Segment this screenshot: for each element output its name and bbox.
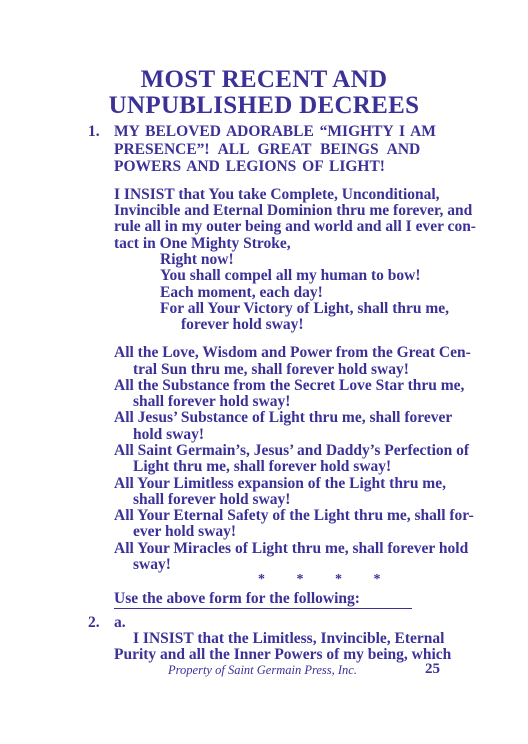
list-line: tral Sun thru me, shall forever hold sway! — [133, 360, 409, 378]
verse-line: forever hold sway! — [181, 316, 304, 334]
list-line: All Jesus’ Substance of Light thru me, shall forever — [114, 409, 453, 427]
decree-2-subitem: a. — [114, 613, 126, 631]
decree-2-line: I INSIST that the Limitless, Invincible, Eternal — [133, 630, 445, 648]
body-line: tact in One Mighty Stroke, — [114, 234, 291, 252]
page-title-line-2: UNPUBLISHED DECREES — [108, 92, 420, 119]
list-line: sway! — [133, 555, 171, 573]
heading-line: MY BELOVED ADORABLE “MIGHTY I AM — [114, 123, 436, 141]
instruction-underline — [114, 608, 412, 609]
list-line: All the Substance from the Secret Love Star thru me, — [114, 376, 465, 394]
body-line: I INSIST that You take Complete, Unconditional, — [114, 185, 440, 203]
section-separator: * * * * — [258, 572, 395, 588]
publisher-credit: Property of Saint Germain Press, Inc. — [168, 662, 357, 677]
list-line: All Saint Germain’s, Jesus’ and Daddy’s Perfection of — [114, 441, 470, 459]
list-line: shall forever hold sway! — [133, 490, 291, 508]
decree-number-2: 2. — [88, 613, 100, 631]
verse-line: You shall compel all my human to bow! — [160, 267, 421, 285]
list-line: ever hold sway! — [133, 523, 237, 541]
list-line: All the Love, Wisdom and Power from the Great Cen- — [114, 344, 471, 362]
verse-line: Right now! — [160, 251, 234, 268]
list-line: shall forever hold sway! — [133, 393, 291, 410]
decree-number-1: 1. — [88, 123, 100, 141]
list-line: All Your Eternal Safety of the Light thru me, shall for- — [114, 507, 474, 525]
verse-line: Each moment, each day! — [160, 283, 323, 301]
body-line: rule all in my outer being and world and all I ever con- — [114, 218, 476, 236]
page-title-line-1: MOST RECENT AND — [140, 66, 388, 93]
decree-2-line: Purity and all the Inner Powers of my being, which — [114, 646, 452, 664]
heading-line: PRESENCE”! ALL GREAT BEINGS AND — [114, 140, 421, 158]
list-line: hold sway! — [133, 425, 205, 443]
list-line: Light thru me, shall forever hold sway! — [133, 458, 392, 476]
page-number: 25 — [425, 660, 440, 677]
heading-line: POWERS AND LEGIONS OF LIGHT! — [114, 157, 385, 175]
body-line: Invincible and Eternal Dominion thru me forever, and — [114, 202, 473, 220]
list-line: All Your Limitless expansion of the Light thru me, — [114, 474, 446, 492]
list-line: All Your Miracles of Light thru me, shall forever hold — [114, 539, 469, 557]
instruction-text: Use the above form for the following: — [114, 590, 360, 608]
verse-line: For all Your Victory of Light, shall thru me, — [160, 299, 450, 317]
